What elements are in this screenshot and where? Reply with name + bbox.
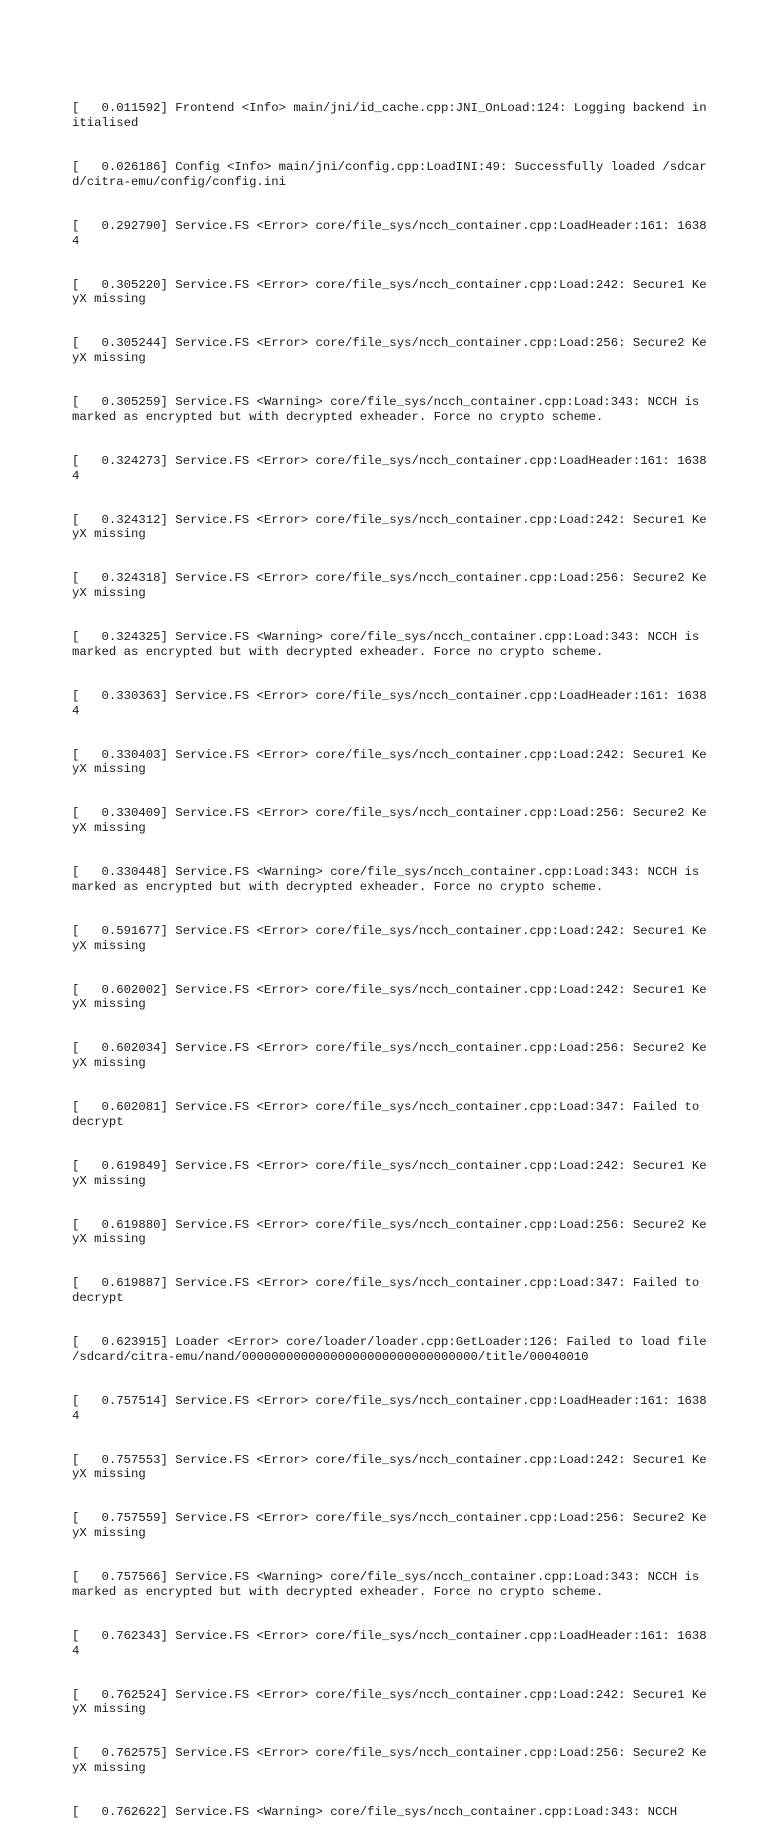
log-line: [ 0.330448] Service.FS <Warning> core/file_sys/ncch_container.cpp:Load:343: NCCH is marked as encrypted but with decrypted exheader. Force no crypto scheme. [72, 865, 707, 894]
log-line: [ 0.757559] Service.FS <Error> core/file_sys/ncch_container.cpp:Load:256: Secure2 KeyX missing [72, 1511, 707, 1541]
log-line: [ 0.619849] Service.FS <Error> core/file_sys/ncch_container.cpp:Load:242: Secure1 KeyX missing [72, 1158, 707, 1188]
log-line: [ 0.026186] Config <Info> main/jni/config.cpp:LoadINI:49: Successfully loaded /sdcard/citra-emu/config/config.ini [72, 160, 707, 189]
log-line: [ 0.324273] Service.FS <Error> core/file_sys/ncch_container.cpp:LoadHeader:161: 16384 [72, 453, 707, 483]
log-line: [ 0.602034] Service.FS <Error> core/file_sys/ncch_container.cpp:Load:256: Secure2 KeyX missing [72, 1041, 707, 1071]
log-line: [ 0.619887] Service.FS <Error> core/file_sys/ncch_container.cpp:Load:347: Failed to decrypt [72, 1276, 707, 1306]
log-output [72, 72, 715, 1835]
log-line: [ 0.757553] Service.FS <Error> core/file_sys/ncch_container.cpp:Load:242: Secure1 KeyX missing [72, 1452, 707, 1482]
log-line: [ 0.330403] Service.FS <Error> core/file_sys/ncch_container.cpp:Load:242: Secure1 KeyX missing [72, 747, 707, 777]
log-line: [ 0.305220] Service.FS <Error> core/file_sys/ncch_container.cpp:Load:242: Secure1 KeyX missing [72, 277, 707, 307]
log-line: [ 0.762622] Service.FS <Warning> core/file_sys/ncch_container.cpp:Load:343: NCCH [72, 1805, 678, 1820]
log-line: [ 0.292790] Service.FS <Error> core/file_sys/ncch_container.cpp:LoadHeader:161: 16384 [72, 218, 707, 248]
log-line: [ 0.591677] Service.FS <Error> core/file_sys/ncch_container.cpp:Load:242: Secure1 KeyX missing [72, 923, 707, 953]
log-line: [ 0.330363] Service.FS <Error> core/file_sys/ncch_container.cpp:LoadHeader:161: 16384 [72, 688, 707, 718]
log-line: [ 0.324318] Service.FS <Error> core/file_sys/ncch_container.cpp:Load:256: Secure2 KeyX missing [72, 571, 707, 601]
log-line: [ 0.762343] Service.FS <Error> core/file_sys/ncch_container.cpp:LoadHeader:161: 16384 [72, 1628, 707, 1658]
log-line: [ 0.623915] Loader <Error> core/loader/loader.cpp:GetLoader:126: Failed to load file /sdcard/citra-emu/nand/00000000000000000000000000000000/title/00040010 [72, 1335, 715, 1364]
log-line: [ 0.762575] Service.FS <Error> core/file_sys/ncch_container.cpp:Load:256: Secure2 KeyX missing [72, 1746, 707, 1776]
log-line: [ 0.602002] Service.FS <Error> core/file_sys/ncch_container.cpp:Load:242: Secure1 KeyX missing [72, 982, 707, 1012]
log-line: [ 0.305244] Service.FS <Error> core/file_sys/ncch_container.cpp:Load:256: Secure2 KeyX missing [72, 336, 707, 366]
log-line: [ 0.011592] Frontend <Info> main/jni/id_cache.cpp:JNI_OnLoad:124: Logging backend initialised [72, 101, 707, 131]
log-line: [ 0.762524] Service.FS <Error> core/file_sys/ncch_container.cpp:Load:242: Secure1 KeyX missing [72, 1687, 707, 1717]
log-line: [ 0.324312] Service.FS <Error> core/file_sys/ncch_container.cpp:Load:242: Secure1 KeyX missing [72, 512, 707, 542]
log-line: [ 0.330409] Service.FS <Error> core/file_sys/ncch_container.cpp:Load:256: Secure2 KeyX missing [72, 806, 707, 836]
log-line: [ 0.619880] Service.FS <Error> core/file_sys/ncch_container.cpp:Load:256: Secure2 KeyX missing [72, 1217, 707, 1247]
log-line: [ 0.757514] Service.FS <Error> core/file_sys/ncch_container.cpp:LoadHeader:161: 16384 [72, 1393, 707, 1423]
log-line: [ 0.305259] Service.FS <Warning> core/file_sys/ncch_container.cpp:Load:343: NCCH is marked as encrypted but with decrypted exheader. Force no crypto scheme. [72, 395, 707, 424]
log-line: [ 0.757566] Service.FS <Warning> core/file_sys/ncch_container.cpp:Load:343: NCCH is marked as encrypted but with decrypted exheader. Force no crypto scheme. [72, 1570, 707, 1599]
log-line: [ 0.602081] Service.FS <Error> core/file_sys/ncch_container.cpp:Load:347: Failed to decrypt [72, 1100, 707, 1129]
log-line: [ 0.324325] Service.FS <Warning> core/file_sys/ncch_container.cpp:Load:343: NCCH is marked as encrypted but with decrypted exheader. Force no crypto scheme. [72, 630, 707, 659]
